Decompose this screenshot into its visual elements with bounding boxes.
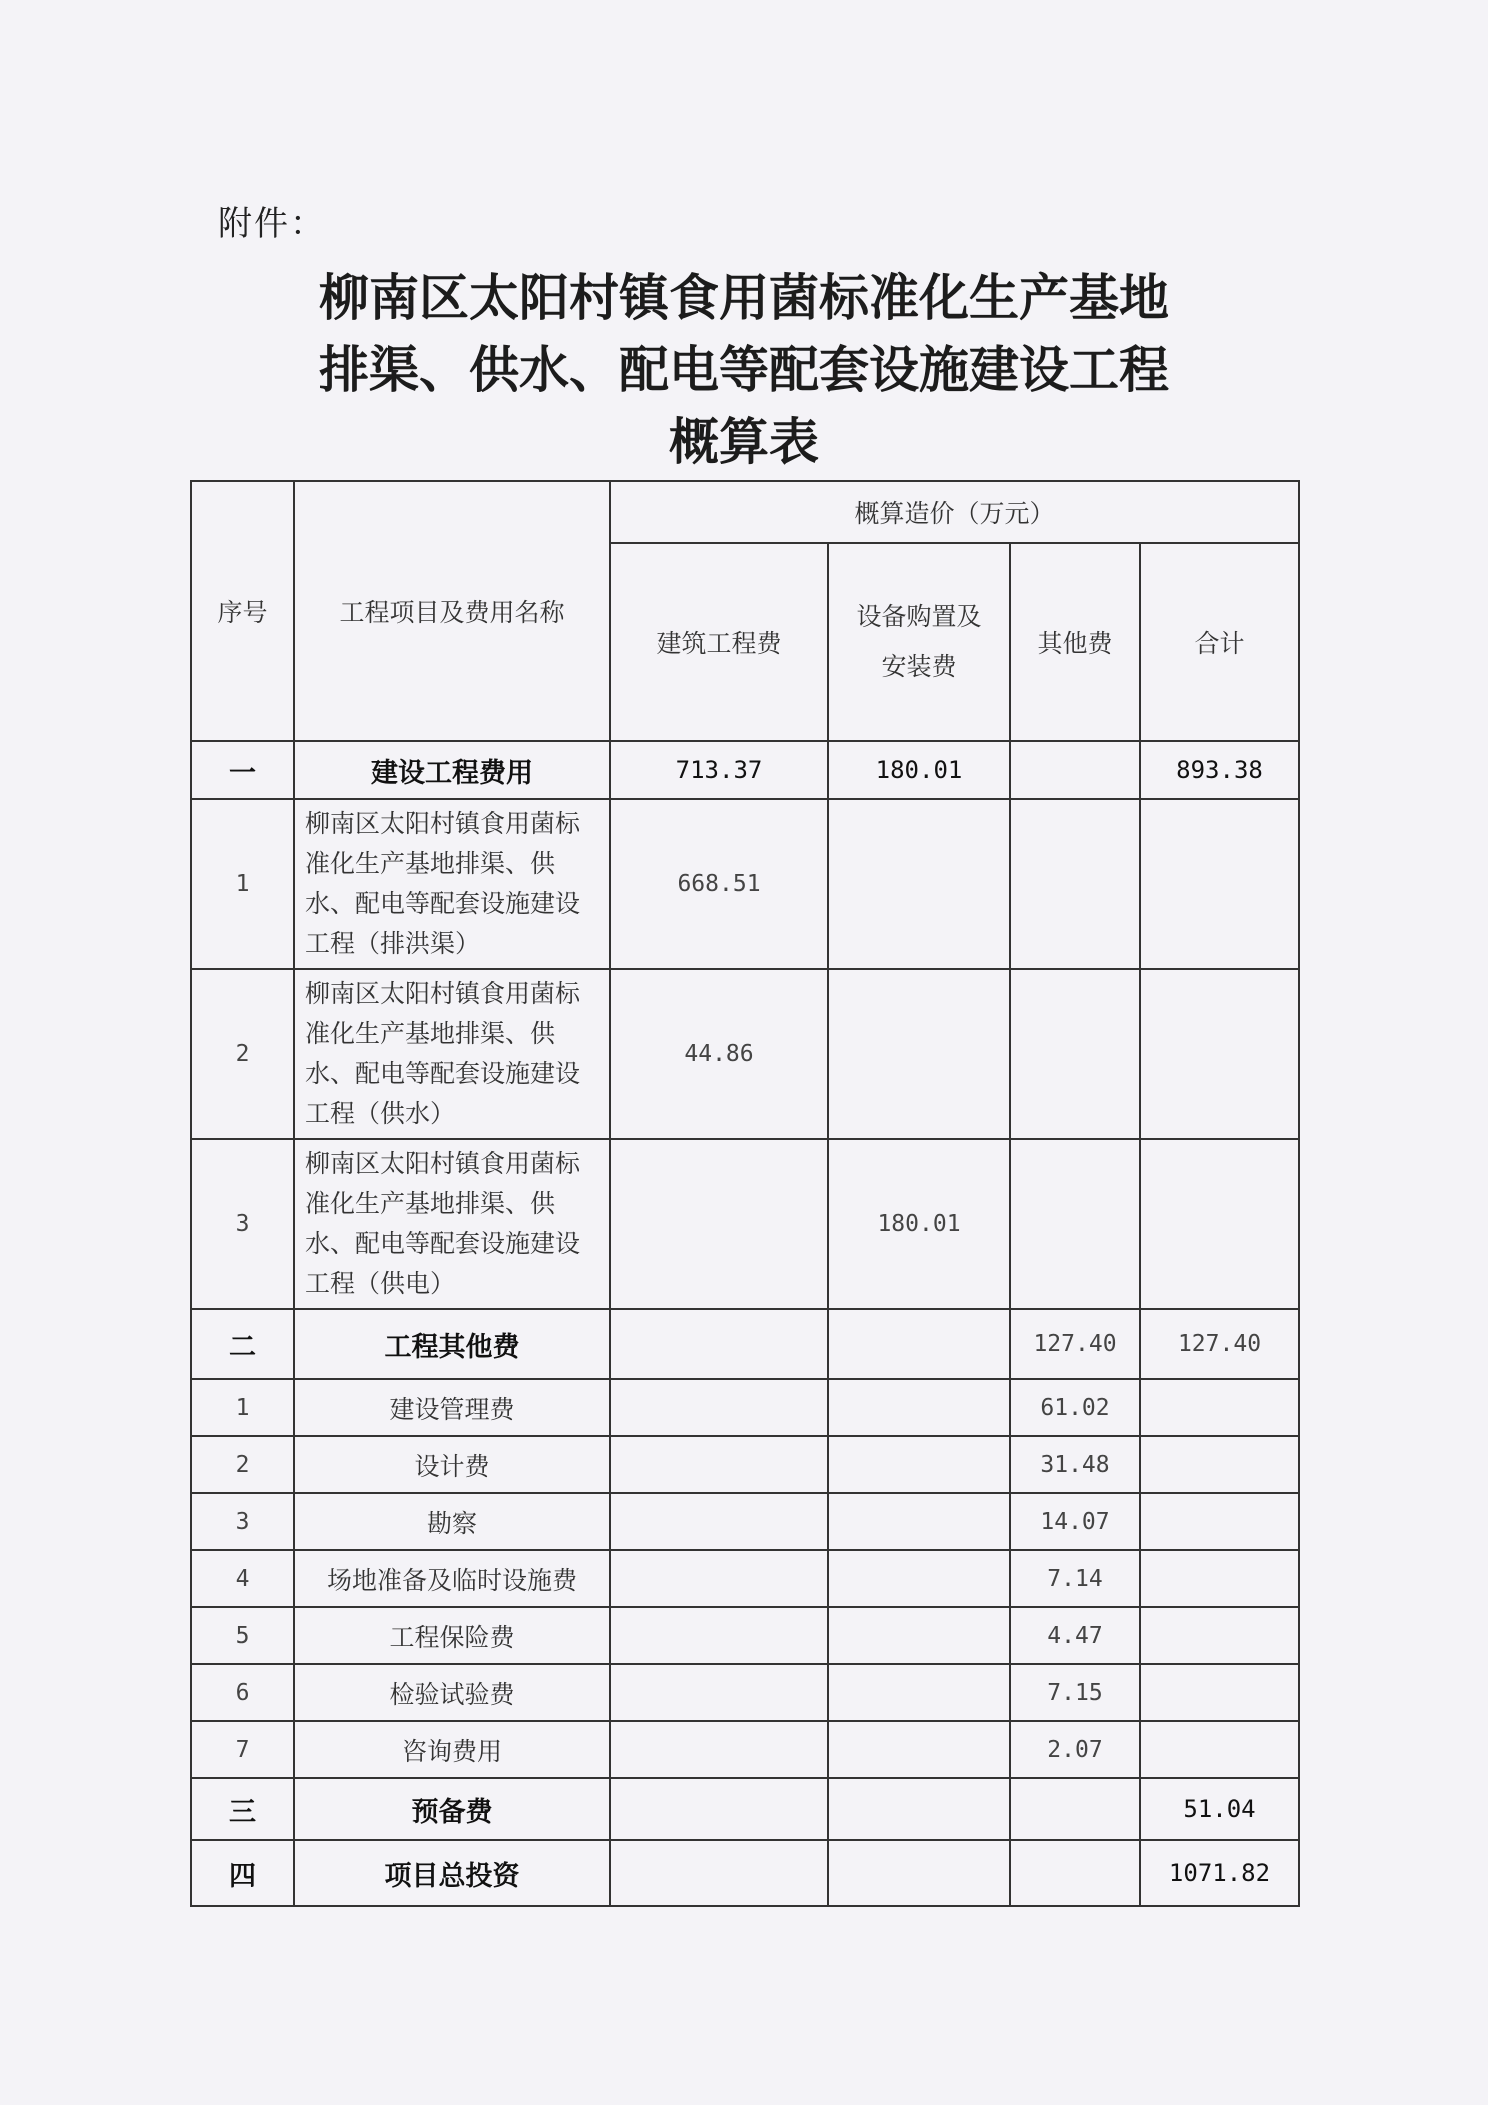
header-construction: 建筑工程费 [610,543,828,741]
header-row-1 [191,481,1299,543]
table-row-section-4 [191,1840,1299,1906]
cell-construction [610,1493,828,1550]
cell-total [1140,1664,1299,1721]
cell-name: 勘察 [294,1493,610,1550]
cell-name: 预备费 [294,1778,610,1840]
cell-seq: 3 [191,1493,294,1550]
cell-construction: 668.51 [610,799,828,969]
document-title [190,262,1298,478]
table-row [191,799,1299,969]
table-row [191,1664,1299,1721]
cell-other: 31.48 [1010,1436,1140,1493]
cell-equipment [828,1379,1010,1436]
table-row [191,1550,1299,1607]
cell-construction [610,1139,828,1309]
cell-total: 893.38 [1140,741,1299,799]
cell-other: 7.15 [1010,1664,1140,1721]
cell-equipment: 180.01 [828,1139,1010,1309]
cell-other: 7.14 [1010,1550,1140,1607]
cell-total [1140,1550,1299,1607]
cell-seq: 四 [191,1840,294,1906]
table-row [191,1379,1299,1436]
cell-seq: 二 [191,1309,294,1379]
cell-construction [610,1607,828,1664]
cell-other: 2.07 [1010,1721,1140,1778]
cell-other [1010,799,1140,969]
table-row [191,1721,1299,1778]
cell-total [1140,1436,1299,1493]
cell-seq: 7 [191,1721,294,1778]
header-total: 合计 [1140,543,1299,741]
cell-name: 设计费 [294,1436,610,1493]
cell-seq: 4 [191,1550,294,1607]
cell-seq: 2 [191,1436,294,1493]
title-line-3: 概算表 [669,412,819,471]
cell-construction: 44.86 [610,969,828,1139]
cell-construction: 713.37 [610,741,828,799]
cell-construction [610,1309,828,1379]
cell-total: 1071.82 [1140,1840,1299,1906]
cell-other [1010,1139,1140,1309]
cell-name: 建设工程费用 [294,741,610,799]
cell-other [1010,741,1140,799]
cell-seq: 3 [191,1139,294,1309]
title-line-2: 排渠、供水、配电等配套设施建设工程 [319,340,1169,399]
cell-equipment [828,1309,1010,1379]
cell-total: 127.40 [1140,1309,1299,1379]
cell-total [1140,1493,1299,1550]
table-row [191,1139,1299,1309]
cell-other: 61.02 [1010,1379,1140,1436]
cell-name: 项目总投资 [294,1840,610,1906]
table-row-section-1 [191,741,1299,799]
cell-seq: 5 [191,1607,294,1664]
cell-equipment [828,1840,1010,1906]
cell-seq: 三 [191,1778,294,1840]
cell-name: 检验试验费 [294,1664,610,1721]
header-equipment [828,543,1010,741]
cell-construction [610,1550,828,1607]
cell-total [1140,1379,1299,1436]
table-row [191,1493,1299,1550]
cell-name: 建设管理费 [294,1379,610,1436]
cell-construction [610,1436,828,1493]
cell-equipment [828,1550,1010,1607]
cell-total: 51.04 [1140,1778,1299,1840]
cell-equipment [828,1778,1010,1840]
cell-seq: 2 [191,969,294,1139]
cell-construction [610,1778,828,1840]
cell-other: 14.07 [1010,1493,1140,1550]
cell-equipment [828,1436,1010,1493]
header-equipment-line-1: 设备购置及 [856,602,982,631]
table-row [191,1436,1299,1493]
cell-seq: 一 [191,741,294,799]
cell-construction [610,1664,828,1721]
header-other: 其他费 [1010,543,1140,741]
title-line-1: 柳南区太阳村镇食用菌标准化生产基地 [319,268,1169,327]
cell-construction [610,1379,828,1436]
cell-equipment: 180.01 [828,741,1010,799]
header-seq: 序号 [191,481,294,741]
cell-name: 工程保险费 [294,1607,610,1664]
cell-name: 柳南区太阳村镇食用菌标准化生产基地排渠、供水、配电等配套设施建设工程（排洪渠） [294,799,610,969]
table-row-section-2 [191,1309,1299,1379]
cell-name: 咨询费用 [294,1721,610,1778]
cell-total [1140,1607,1299,1664]
cell-other [1010,1840,1140,1906]
cell-total [1140,969,1299,1139]
cell-total [1140,799,1299,969]
table-row [191,969,1299,1139]
cell-other [1010,1778,1140,1840]
cell-seq: 1 [191,799,294,969]
header-equipment-line-2: 安装费 [881,652,957,681]
cell-name: 工程其他费 [294,1309,610,1379]
cell-other [1010,969,1140,1139]
cell-equipment [828,1493,1010,1550]
cell-seq: 1 [191,1379,294,1436]
cell-other: 127.40 [1010,1309,1140,1379]
cell-name: 柳南区太阳村镇食用菌标准化生产基地排渠、供水、配电等配套设施建设工程（供电） [294,1139,610,1309]
cell-other: 4.47 [1010,1607,1140,1664]
header-group: 概算造价（万元） [610,481,1299,543]
cell-equipment [828,969,1010,1139]
budget-table [190,480,1300,1907]
cell-seq: 6 [191,1664,294,1721]
cell-equipment [828,1607,1010,1664]
cell-construction [610,1721,828,1778]
cell-equipment [828,1664,1010,1721]
cell-total [1140,1721,1299,1778]
table-row [191,1607,1299,1664]
attachment-label: 附件： [218,204,326,244]
cell-equipment [828,1721,1010,1778]
cell-construction [610,1840,828,1906]
cell-name: 场地准备及临时设施费 [294,1550,610,1607]
cell-name: 柳南区太阳村镇食用菌标准化生产基地排渠、供水、配电等配套设施建设工程（供水） [294,969,610,1139]
cell-equipment [828,799,1010,969]
header-name: 工程项目及费用名称 [294,481,610,741]
cell-total [1140,1139,1299,1309]
table-row-section-3 [191,1778,1299,1840]
